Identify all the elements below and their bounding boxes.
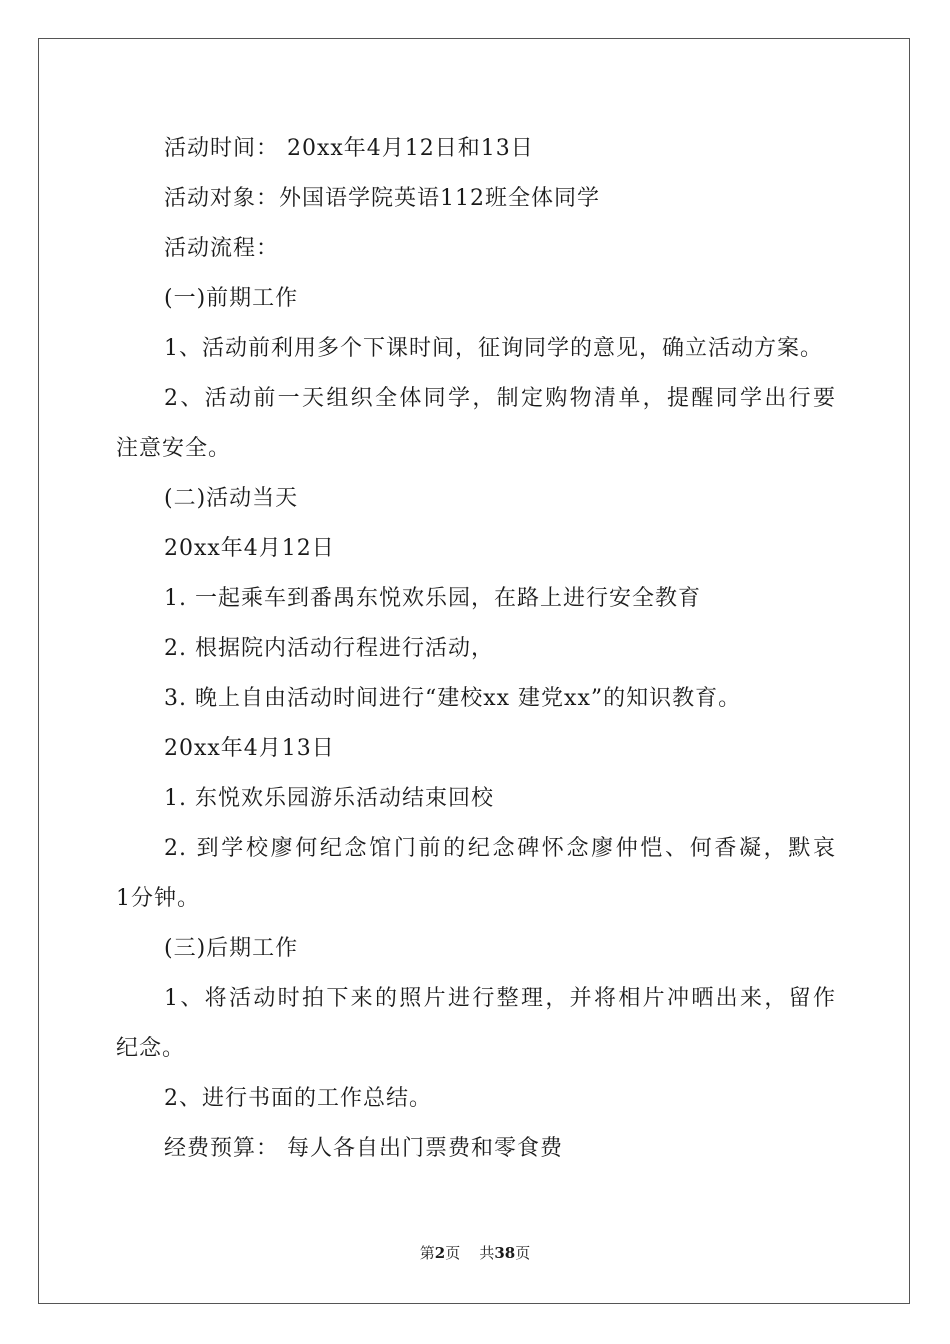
page-number: 2 (434, 1244, 446, 1262)
text-line: 2. 到学校廖何纪念馆门前的纪念碑怀念廖仲恺、何香凝，默哀 (164, 836, 836, 861)
text-line: 活动对象：外国语学院英语112班全体同学 (164, 186, 600, 211)
text-line: 1分钟。 (116, 886, 200, 911)
text-line: 1. 东悦欢乐园游乐活动结束回校 (164, 786, 494, 811)
total-suffix: 页 (515, 1244, 531, 1262)
text-line: 2、活动前一天组织全体同学，制定购物清单，提醒同学出行要 (164, 386, 836, 411)
text-line: 1. 一起乘车到番禺东悦欢乐园，在路上进行安全教育 (164, 586, 701, 611)
text-line: 注意安全。 (116, 436, 232, 461)
page-suffix: 页 (445, 1244, 461, 1262)
text-line: 1、将活动时拍下来的照片进行整理，并将相片冲晒出来，留作 (164, 986, 836, 1011)
text-line: 2、进行书面的工作总结。 (164, 1086, 432, 1111)
page-prefix: 第 (419, 1244, 435, 1262)
text-line: 活动时间： 20xx年4月12日和13日 (164, 136, 534, 161)
total-prefix: 共 (479, 1244, 495, 1262)
section-heading: (三)后期工作 (164, 936, 299, 961)
date-line: 20xx年4月12日 (164, 536, 335, 561)
section-heading: (二)活动当天 (164, 486, 299, 511)
text-line: 3. 晚上自由活动时间进行“建校xx 建党xx”的知识教育。 (164, 686, 742, 711)
text-line: 纪念。 (116, 1036, 186, 1061)
page-border (38, 38, 910, 1304)
text-line: 活动流程： (164, 236, 280, 261)
text-line: 1、活动前利用多个下课时间，征询同学的意见，确立活动方案。 (164, 336, 823, 361)
total-pages: 38 (494, 1244, 516, 1262)
page-footer (0, 1243, 950, 1263)
section-heading: (一)前期工作 (164, 286, 299, 311)
text-line: 经费预算： 每人各自出门票费和零食费 (164, 1136, 563, 1161)
text-line: 2. 根据院内活动行程进行活动， (164, 636, 494, 661)
date-line: 20xx年4月13日 (164, 736, 335, 761)
